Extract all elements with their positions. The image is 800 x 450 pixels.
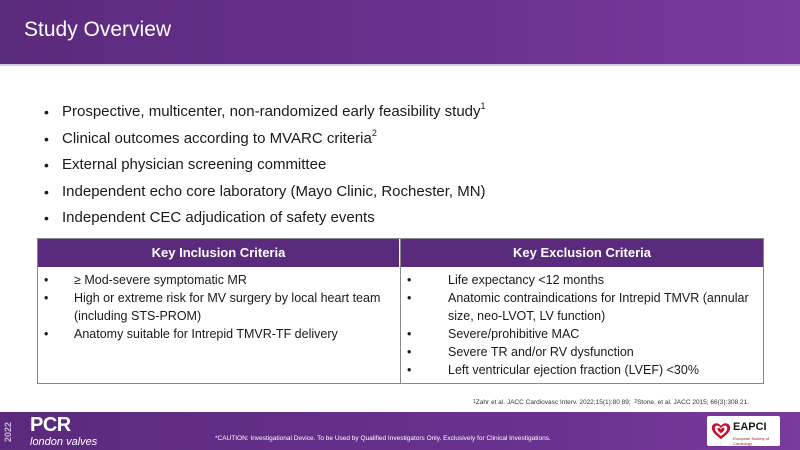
header-divider bbox=[0, 64, 800, 66]
pcr-logo: PCR bbox=[30, 414, 71, 436]
eapci-name: EAPCI bbox=[733, 421, 767, 433]
slide-footer bbox=[0, 412, 800, 450]
references: $^1$Zahr et al. JACC Cardiovasc Interv. 2022;15(1):80 89; $^2$Stone, et al. JACC 2015; 66(3):308 21. bbox=[473, 399, 750, 406]
caution-notice: *CAUTION: Investigational Device. To be Used by Qualified Investigators Only. Exclusively for Clinical Investigations. bbox=[215, 435, 551, 442]
inclusion-heading: Key Inclusion Criteria bbox=[38, 239, 400, 267]
exclusion-list bbox=[401, 267, 763, 379]
criteria-table bbox=[37, 238, 764, 384]
exclusion-item: • Left ventricular ejection fraction (LVEF) <30% bbox=[407, 361, 757, 379]
bullet-item: • Independent CEC adjudication of safety events bbox=[44, 205, 764, 232]
reference-1: Zahr et al. JACC Cardiovasc Interv. 2022;15(1):80 89; bbox=[475, 399, 631, 406]
logo-year: 2022 bbox=[3, 421, 13, 443]
eapci-logo bbox=[707, 416, 780, 446]
exclusion-item: • Life expectancy <12 months bbox=[407, 271, 757, 289]
bullet-item: • Independent echo core laboratory (Mayo Clinic, Rochester, MN) bbox=[44, 179, 764, 206]
exclusion-item: • Anatomic contraindications for Intrepid TMVR (annular size, neo-LVOT, LV function) bbox=[407, 289, 757, 325]
inclusion-list bbox=[38, 267, 400, 343]
slide-title: Study Overview bbox=[24, 18, 172, 41]
exclusion-item: • Severe TR and/or RV dysfunction bbox=[407, 343, 757, 361]
pcr-logo-subtitle: london valves bbox=[30, 436, 98, 448]
bullet-item: • Clinical outcomes according to MVARC criteria$^2$ bbox=[44, 126, 764, 153]
reference-2: Stone, et al. JACC 2015; 66(3):308 21. bbox=[637, 399, 750, 406]
heart-icon bbox=[710, 420, 732, 442]
bullet-item: • Prospective, multicenter, non-randomized early feasibility study$^1$ bbox=[44, 99, 764, 126]
inclusion-item: • High or extreme risk for MV surgery by local heart team (including STS-PROM) bbox=[44, 289, 394, 325]
bullet-item: • External physician screening committee bbox=[44, 152, 764, 179]
exclusion-column bbox=[401, 239, 763, 383]
slide-header bbox=[0, 0, 800, 64]
inclusion-item: • ≥ Mod-severe symptomatic MR bbox=[44, 271, 394, 289]
exclusion-item: • Severe/prohibitive MAC bbox=[407, 325, 757, 343]
eapci-subtitle: European Society of Cardiology bbox=[733, 436, 770, 446]
exclusion-heading: Key Exclusion Criteria bbox=[401, 239, 763, 267]
inclusion-column bbox=[38, 239, 401, 383]
inclusion-item: • Anatomy suitable for Intrepid TMVR-TF delivery bbox=[44, 325, 394, 343]
overview-bullet-list bbox=[44, 99, 764, 232]
